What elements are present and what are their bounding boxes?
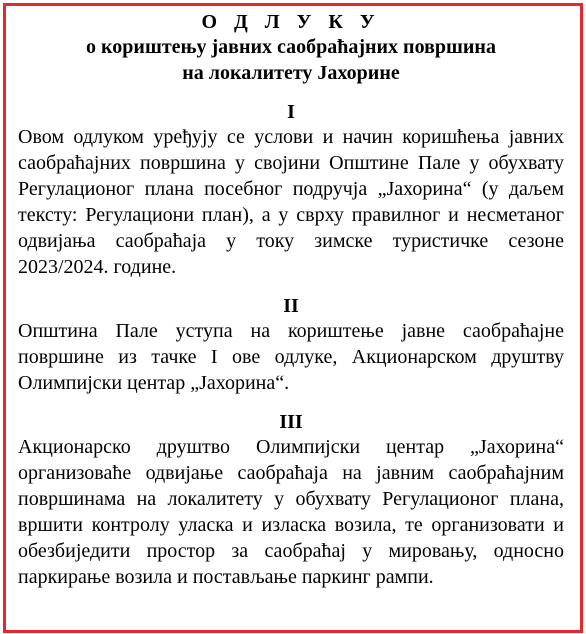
document-subtitle-line-2: на локалитету Јахорине	[182, 62, 400, 84]
section-2-number: II	[283, 295, 299, 317]
section-1-number: I	[287, 101, 295, 123]
document-body	[18, 10, 564, 590]
section-1-text: Овом одлуком уређују се услови и начин коришћења јавних саобраћајних површина у својини Општине Пале у обухвату Регулационог плана посебног подручја „Јахорина“ (у даљем тексту: Регулациони план), а у сврху правилног и несметаног одвијања саобраћаја у току зимске туристичке сезоне 2023/2024. године.	[18, 126, 564, 278]
document-subtitle-line-1: о кориштењу јавних саобраћајних површина	[86, 36, 496, 58]
section-3-number: III	[279, 411, 303, 433]
document-title: О Д Л У К У	[201, 11, 381, 33]
section-3-text: Акционарско друштво Олимпијски центар „Јахорина“ организоваће одвијање саобраћаја на јавним саобраћајним површинама на локалитету у обухвату Регулационог плана, вршити контролу уласка и изласка возила, те организовати и обезбиједити простор за саобраћај у мировању, односно паркирање возила и постављање паркинг рампи.	[18, 436, 564, 588]
section-2-text: Општина Пале уступа на кориштење јавне саобраћајне површине из тачке I ове одлуке, Акционарском друштву Олимпијски центар „Јахорина“.	[18, 320, 564, 394]
